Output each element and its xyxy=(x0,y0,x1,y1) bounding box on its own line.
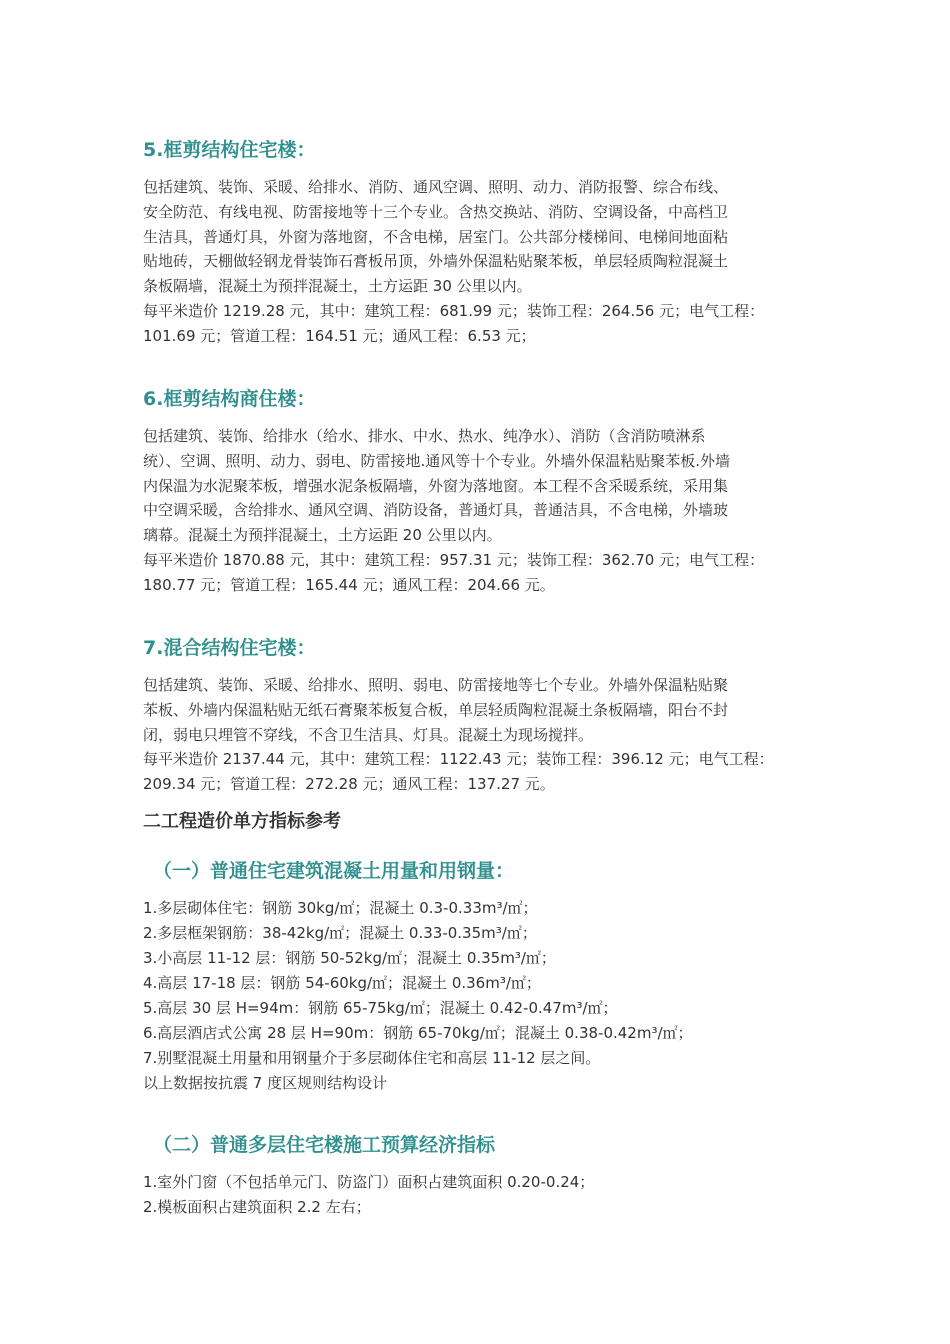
section-5-cost-line: 101.69 元；管道工程：164.51 元；通风工程：6.53 元； xyxy=(143,326,536,345)
section-6-line: 中空调采暖，含给排水、通风空调、消防设备，普通灯具，普通洁具，不含电梯，外墙玻 xyxy=(143,501,729,520)
section-7-line: 包括建筑、装饰、采暖、给排水、照明、弱电、防雷接地等七个专业。外墙外保温粘贴聚 xyxy=(143,676,729,694)
section-5-cost-line: 每平米造价 1219.28 元，其中：建筑工程：681.99 元；装饰工程：264.56 元；电气工程： xyxy=(143,301,765,320)
section-5-body xyxy=(143,175,823,349)
list-item: 2.模板面积占建筑面积 2.2 左右； xyxy=(143,1198,371,1216)
section-6-cost-line: 180.77 元；管道工程：165.44 元；通风工程：204.66 元。 xyxy=(143,575,555,594)
section-5-title: 5.框剪结构住宅楼： xyxy=(143,139,316,161)
section-6-line: 统）、空调、照明、动力、弱电、防雷接地.通风等十个专业。外墙外保温粘贴聚苯板.外墙 xyxy=(143,451,731,470)
section-6-title: 6.框剪结构商住楼： xyxy=(143,388,316,410)
section-5-line: 包括建筑、装饰、采暖、给排水、消防、通风空调、照明、动力、消防报警、综合布线、 xyxy=(143,178,729,196)
section-5-line: 生洁具，普通灯具，外窗为落地窗，不含电梯，居室门。公共部分楼梯间、电梯间地面粘 xyxy=(143,227,729,246)
list-item: 7.别墅混凝土用量和用钢量介于多层砌体住宅和高层 11-12 层之间。 xyxy=(143,1049,601,1067)
section-6-line: 内保温为水泥聚苯板，增强水泥条板隔墙，外窗为落地窗。本工程不含采暖系统，采用集 xyxy=(143,476,729,495)
subsection-2-list xyxy=(143,1170,594,1220)
section-7-body xyxy=(143,673,823,797)
part-2-title: 二工程造价单方指标参考 xyxy=(143,811,341,832)
list-item: 6.高层酒店式公寓 28 层 H=90m：钢筋 65-70kg/㎡；混凝土 0.38-0.42m³/㎡； xyxy=(143,1024,693,1042)
list-item: 1.多层砌体住宅：钢筋 30kg/㎡；混凝土 0.3-0.33m³/㎡； xyxy=(143,899,538,917)
list-item: 3.小高层 11-12 层：钢筋 50-52kg/㎡；混凝土 0.35m³/㎡； xyxy=(143,949,556,967)
subsection-2-title: （二）普通多层住宅楼施工预算经济指标 xyxy=(153,1134,496,1156)
section-7-line: 闭，弱电只埋管不穿线，不含卫生洁具、灯具。混凝土为现场搅拌。 xyxy=(143,725,594,744)
subsection-1-title: （一）普通住宅建筑混凝土用量和用钢量： xyxy=(153,860,515,882)
subsection-1-list xyxy=(143,896,693,1096)
section-5-line: 贴地砖，天棚做轻钢龙骨装饰石膏板吊顶，外墙外保温粘贴聚苯板，单层轻质陶粒混凝土 xyxy=(143,252,729,271)
section-6-line: 璃幕。混凝土为预拌混凝土，土方运距 20 公里以内。 xyxy=(143,526,502,545)
list-item: 1.室外门窗（不包括单元门、防盗门）面积占建筑面积 0.20-0.24； xyxy=(143,1173,595,1191)
note-text: 以上数据按抗震 7 度区规则结构设计 xyxy=(143,1074,388,1092)
list-item: 5.高层 30 层 H=94m：钢筋 65-75kg/㎡；混凝土 0.42-0.47m³/㎡； xyxy=(143,999,618,1017)
list-item: 4.高层 17-18 层：钢筋 54-60kg/㎡；混凝土 0.36m³/㎡； xyxy=(143,974,541,992)
section-6-line: 包括建筑、装饰、给排水（给水、排水、中水、热水、纯净水）、消防（含消防喷淋系 xyxy=(143,427,706,445)
list-item: 2.多层框架钢筋：38-42kg/㎡；混凝土 0.33-0.35m³/㎡； xyxy=(143,924,537,942)
section-7-title: 7.混合结构住宅楼： xyxy=(143,637,316,659)
section-7-line: 苯板、外墙内保温粘贴无纸石膏聚苯板复合板，单层轻质陶粒混凝土条板隔墙，阳台不封 xyxy=(143,700,729,719)
section-7-cost-line: 每平米造价 2137.44 元，其中：建筑工程：1122.43 元；装饰工程：396.12 元；电气工程： xyxy=(143,750,774,769)
section-5-line: 安全防范、有线电视、防雷接地等十三个专业。含热交换站、消防、空调设备，中高档卫 xyxy=(143,202,729,221)
section-6-cost-line: 每平米造价 1870.88 元，其中：建筑工程：957.31 元；装饰工程：362.70 元；电气工程： xyxy=(143,550,765,569)
section-5-line: 条板隔墙，混凝土为预拌混凝土，土方运距 30 公里以内。 xyxy=(143,277,532,296)
section-6-body xyxy=(143,424,823,598)
section-7-cost-line: 209.34 元；管道工程：272.28 元；通风工程：137.27 元。 xyxy=(143,775,555,794)
